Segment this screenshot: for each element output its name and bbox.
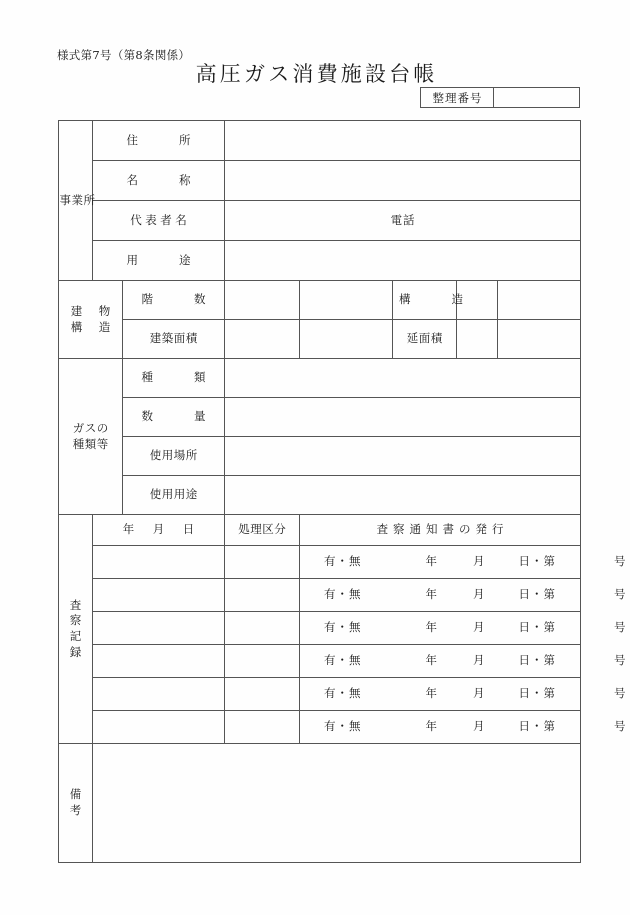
- field-value-address[interactable]: [225, 121, 581, 161]
- reference-number-value[interactable]: [494, 88, 579, 107]
- notice-line: [300, 719, 626, 735]
- section-label-inspection-char-0: 査: [69, 597, 82, 612]
- notice-year-label: 年: [425, 719, 438, 734]
- notice-year-label: 年: [425, 653, 438, 668]
- field-label-gas-location: 使用場所: [123, 437, 225, 476]
- table-row-inspection-4: [59, 645, 581, 678]
- section-label-inspection-char-3: 録: [69, 644, 82, 659]
- cell-inspection-category[interactable]: [225, 678, 300, 711]
- notice-line: [300, 587, 626, 603]
- field-value-gas-quantity[interactable]: [225, 398, 581, 437]
- field-label-gas-quantity: 数 量: [123, 398, 225, 437]
- notice-line: [300, 554, 626, 570]
- section-label-remarks-char-1: 考: [69, 803, 82, 817]
- table-row-inspection-1: [59, 546, 581, 579]
- notice-month-label: 月: [473, 620, 485, 635]
- field-value-name[interactable]: [225, 161, 581, 201]
- ledger-table: [58, 120, 626, 863]
- table-row-gas-usage: [59, 476, 581, 515]
- cell-inspection-category[interactable]: [225, 645, 300, 678]
- column-header-inspection-date: 年 月 日: [93, 515, 225, 546]
- cell-inspection-category[interactable]: [225, 711, 300, 744]
- notice-month-label: 月: [473, 587, 485, 602]
- notice-year-label: 年: [425, 554, 438, 569]
- cell-inspection-date[interactable]: [93, 678, 225, 711]
- field-value-representative-phone[interactable]: 電話: [225, 201, 581, 241]
- notice-line: [300, 653, 626, 669]
- notice-month-label: 月: [473, 719, 485, 734]
- field-value-gas-location[interactable]: [225, 437, 581, 476]
- field-label-floors: 階 数: [123, 281, 225, 320]
- table-row-office-representative: [59, 201, 581, 241]
- cell-inspection-date[interactable]: [93, 546, 225, 579]
- notice-day-number-label: 日・第: [518, 719, 557, 734]
- cell-inspection-date[interactable]: [93, 711, 225, 744]
- field-label-address: 住 所: [93, 121, 225, 161]
- table-row-building-floors: [59, 281, 581, 320]
- form-code-label: 様式第7号（第8条関係）: [57, 48, 191, 62]
- notice-month-label: 月: [473, 554, 485, 569]
- cell-inspection-notice[interactable]: [300, 612, 626, 645]
- notice-yes-no[interactable]: 有・無: [324, 686, 362, 701]
- section-label-inspection-char-2: 記: [69, 629, 82, 643]
- table-row-inspection-header: [59, 515, 581, 546]
- section-label-remarks-char-0: 備: [69, 787, 82, 802]
- cell-inspection-notice[interactable]: [300, 579, 626, 612]
- notice-number-label: 号: [614, 653, 626, 668]
- cell-inspection-notice[interactable]: [300, 645, 626, 678]
- field-label-building-area: 建築面積: [123, 320, 225, 359]
- notice-yes-no[interactable]: 有・無: [324, 719, 362, 734]
- notice-month-label: 月: [473, 653, 485, 668]
- notice-yes-no[interactable]: 有・無: [324, 620, 362, 635]
- notice-day-number-label: 日・第: [518, 587, 557, 602]
- cell-inspection-notice[interactable]: [300, 678, 626, 711]
- field-value-building-area-2[interactable]: [300, 320, 393, 359]
- table-row-gas-type: [59, 359, 581, 398]
- field-label-gas-usage: 使用用途: [123, 476, 225, 515]
- reference-number-label: 整理番号: [421, 88, 494, 107]
- table-row-remarks: [59, 744, 581, 863]
- table-row-inspection-3: [59, 612, 581, 645]
- table-row-office-usage: [59, 241, 581, 281]
- section-label-office: 事業所: [59, 121, 93, 281]
- table-row-gas-quantity: [59, 398, 581, 437]
- section-label-building-line1: 建 物: [70, 303, 113, 318]
- section-label-building-line2: 構 造: [70, 319, 113, 334]
- cell-inspection-notice[interactable]: [300, 546, 626, 579]
- cell-inspection-category[interactable]: [225, 612, 300, 645]
- cell-inspection-date[interactable]: [93, 612, 225, 645]
- section-label-gas-line1: ガスの: [72, 420, 109, 435]
- field-value-remarks[interactable]: [93, 744, 581, 863]
- notice-year-label: 年: [425, 686, 438, 701]
- notice-line: [300, 620, 626, 636]
- section-label-inspection-char-1: 察: [69, 613, 82, 628]
- field-value-total-area-2[interactable]: [498, 320, 581, 359]
- field-label-representative: 代表者名: [93, 201, 225, 241]
- section-label-remarks: [59, 744, 93, 863]
- column-header-notice-issuance: 査察通知書の発行: [300, 515, 581, 546]
- notice-line: [300, 686, 626, 702]
- notice-year-label: 年: [425, 587, 438, 602]
- field-label-office-usage: 用 途: [93, 241, 225, 281]
- notice-day-number-label: 日・第: [518, 653, 557, 668]
- notice-number-label: 号: [614, 620, 626, 635]
- notice-number-label: 号: [614, 719, 626, 734]
- notice-day-number-label: 日・第: [518, 554, 557, 569]
- field-value-gas-type[interactable]: [225, 359, 581, 398]
- cell-inspection-category[interactable]: [225, 579, 300, 612]
- notice-day-number-label: 日・第: [518, 620, 557, 635]
- section-label-gas-line2: 種類等: [72, 436, 109, 451]
- notice-yes-no[interactable]: 有・無: [324, 653, 362, 668]
- field-label-gas-type: 種 類: [123, 359, 225, 398]
- field-label-structure: 構 造: [393, 281, 457, 320]
- field-value-total-area[interactable]: [457, 320, 498, 359]
- field-value-gas-usage[interactable]: [225, 476, 581, 515]
- notice-number-label: 号: [614, 554, 626, 569]
- field-value-floors-2[interactable]: [300, 281, 393, 320]
- table-row-gas-location: [59, 437, 581, 476]
- notice-number-label: 号: [614, 686, 626, 701]
- notice-day-number-label: 日・第: [518, 686, 557, 701]
- field-value-floors[interactable]: [225, 281, 300, 320]
- page-title: 高圧ガス消費施設台帳: [195, 62, 438, 86]
- field-value-office-usage[interactable]: [225, 241, 581, 281]
- table-row-building-area: [59, 320, 581, 359]
- section-label-inspection: [59, 515, 93, 744]
- notice-yes-no[interactable]: 有・無: [324, 554, 362, 569]
- cell-inspection-category[interactable]: [225, 546, 300, 579]
- cell-inspection-date[interactable]: [93, 579, 225, 612]
- table-row-inspection-2: [59, 579, 581, 612]
- section-label-gas: [59, 359, 123, 515]
- cell-inspection-notice[interactable]: [300, 711, 626, 744]
- field-value-building-area[interactable]: [225, 320, 300, 359]
- reference-number-box: [420, 87, 580, 108]
- field-label-total-area: 延面積: [393, 320, 457, 359]
- table-row-office-address: [59, 121, 581, 161]
- field-label-name: 名 称: [93, 161, 225, 201]
- table-row-inspection-6: [59, 711, 581, 744]
- table-row-inspection-5: [59, 678, 581, 711]
- notice-year-label: 年: [425, 620, 438, 635]
- notice-month-label: 月: [473, 686, 485, 701]
- section-label-building: [59, 281, 123, 359]
- table-row-office-name: [59, 161, 581, 201]
- notice-number-label: 号: [614, 587, 626, 602]
- notice-yes-no[interactable]: 有・無: [324, 587, 362, 602]
- field-value-structure-2[interactable]: [498, 281, 581, 320]
- cell-inspection-date[interactable]: [93, 645, 225, 678]
- column-header-process-category: 処理区分: [225, 515, 300, 546]
